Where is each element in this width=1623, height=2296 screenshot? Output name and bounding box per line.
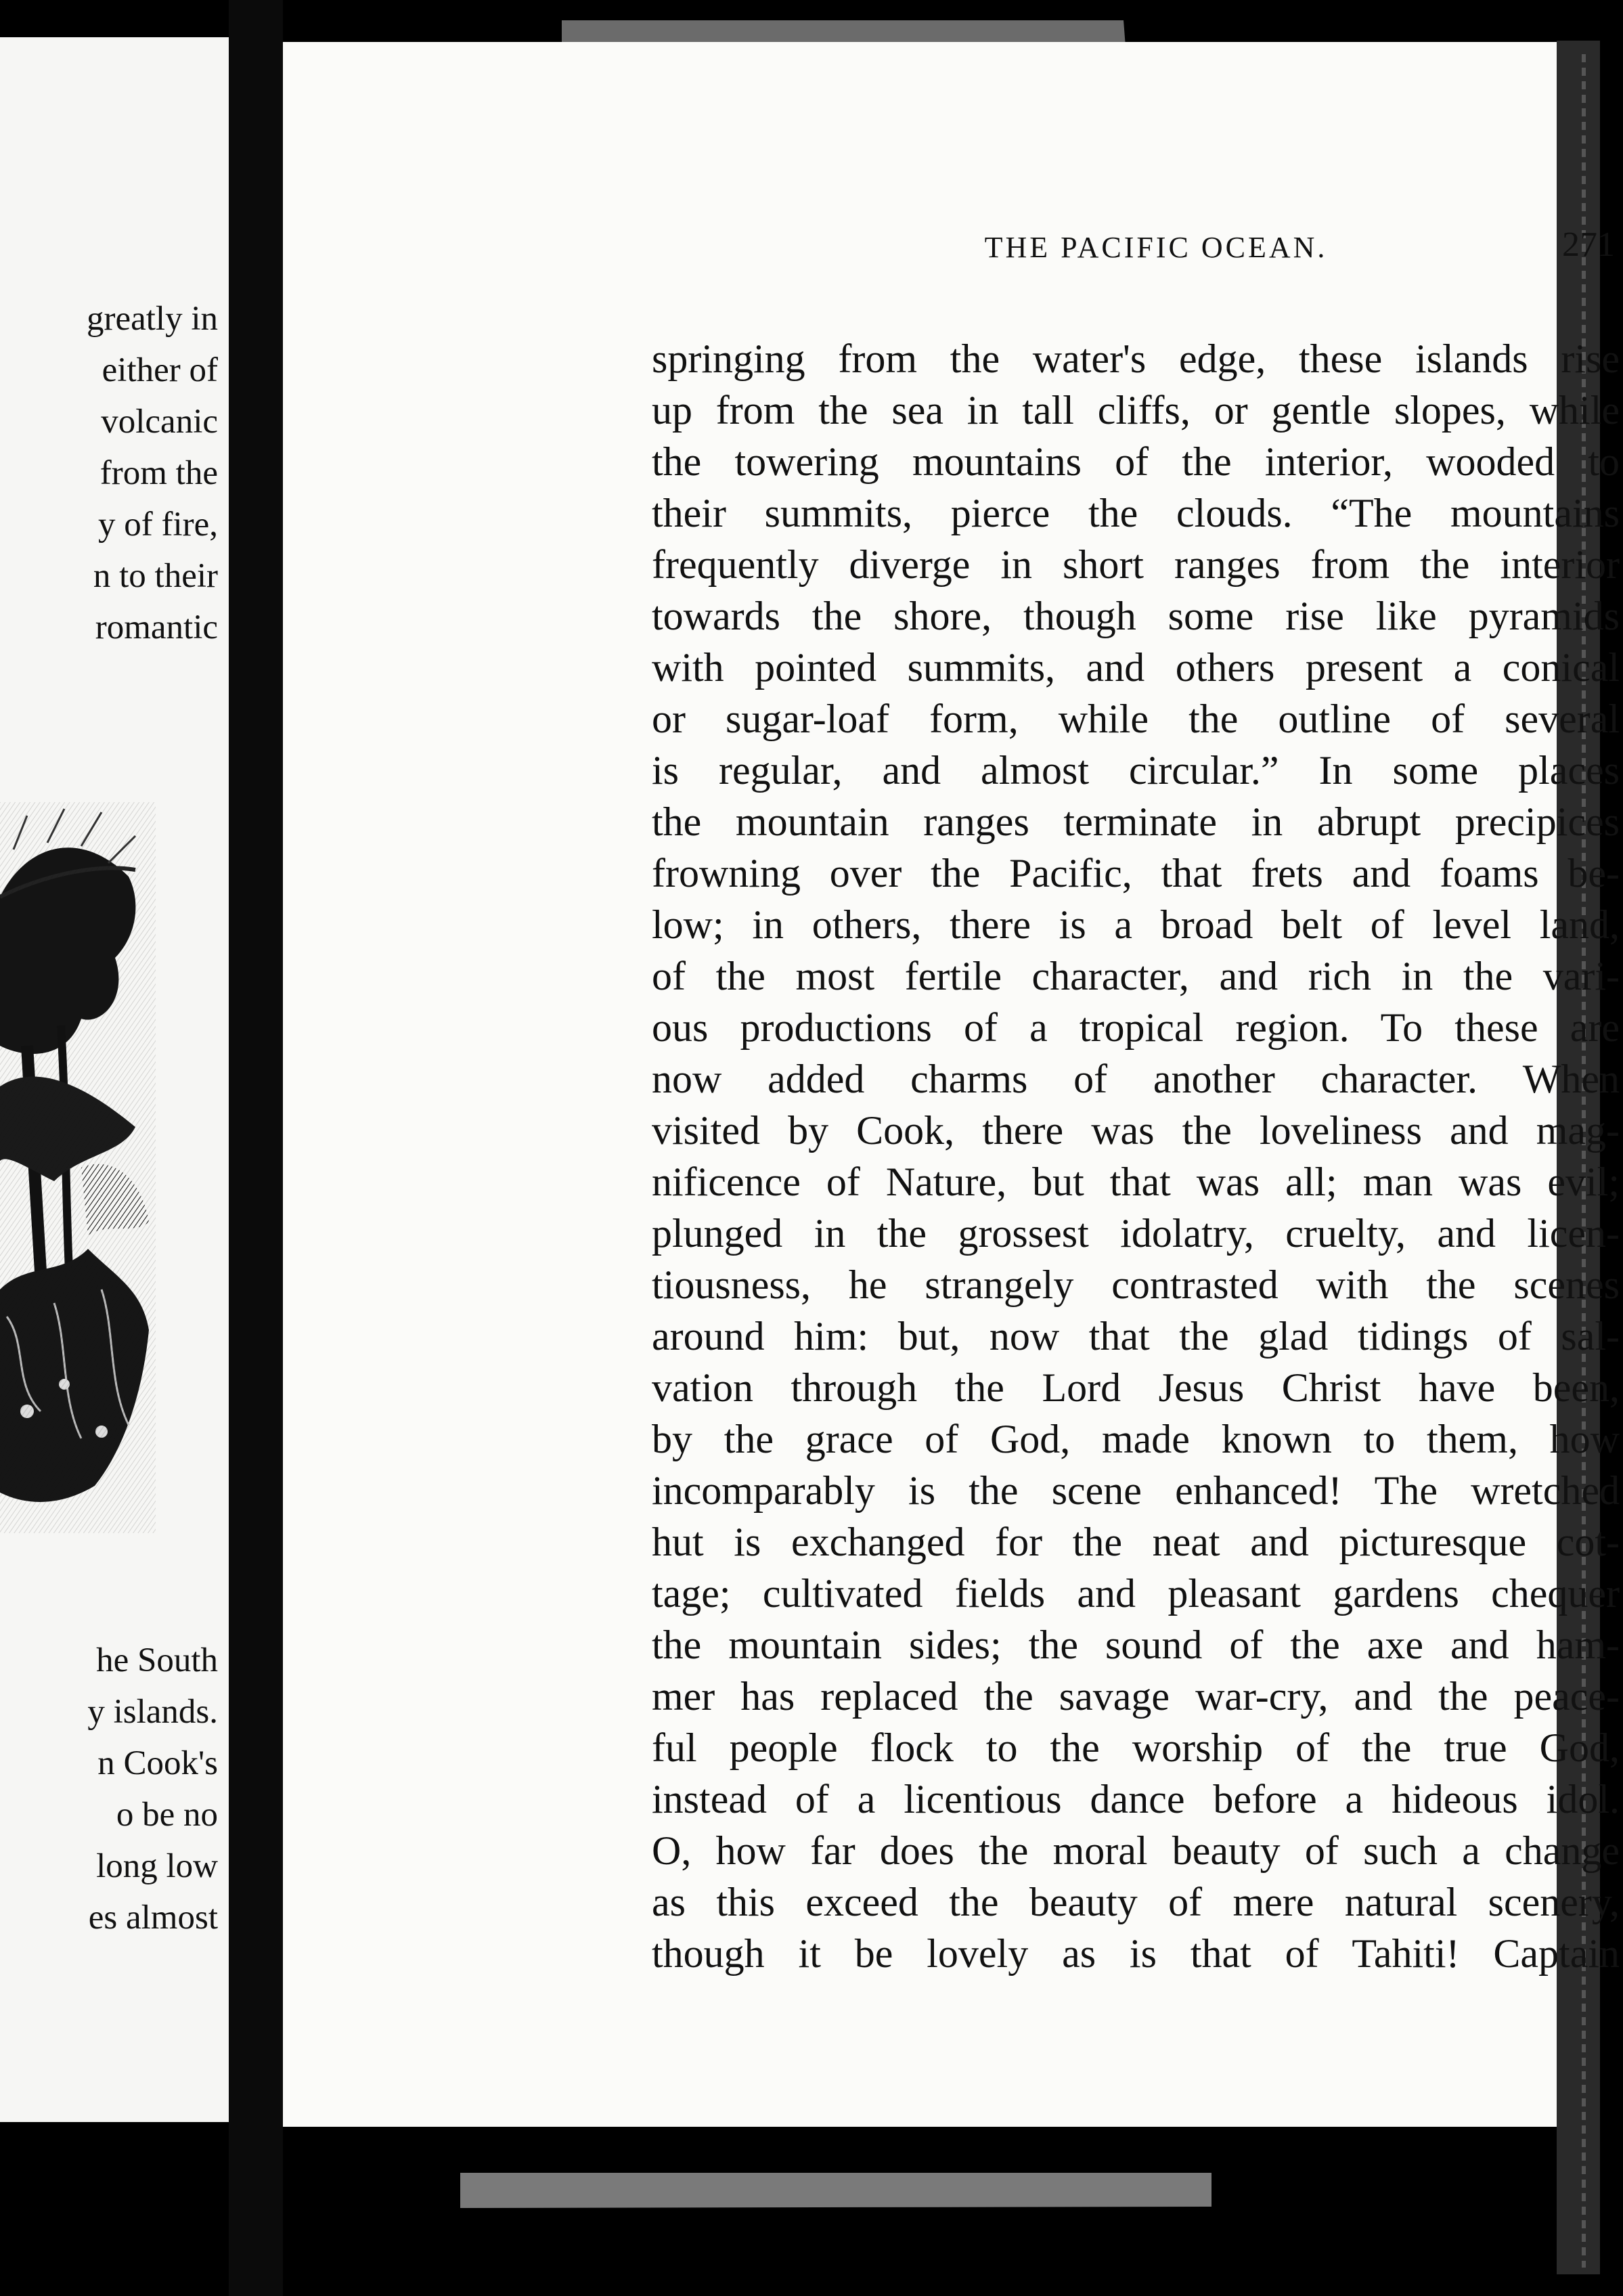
text-line: incomparably is the scene enhanced! The wretched — [652, 1468, 1620, 1513]
text-line: as this exceed the beauty of mere natural scenery, — [652, 1880, 1620, 1924]
left-line: y islands. — [87, 1693, 218, 1731]
text-line: frowning over the Pacific, that frets and foams be- — [652, 851, 1620, 896]
text-line: their summits, pierce the clouds. “The mountains — [652, 491, 1620, 535]
text-line: is regular, and almost circular.” In some places — [652, 748, 1620, 793]
text-line: hut is exchanged for the neat and picturesque cot- — [652, 1520, 1620, 1564]
text-line: though it be lovely as is that of Tahiti! Captain — [652, 1931, 1620, 1976]
text-line: ful people flock to the worship of the true God, — [652, 1725, 1620, 1770]
body-text — [652, 333, 1620, 1979]
text-line: the towering mountains of the interior, wooded to — [652, 439, 1620, 484]
text-line: around him: but, now that the glad tidings of sal- — [652, 1314, 1620, 1359]
left-line: greatly in — [86, 300, 218, 338]
left-line: o be no — [116, 1796, 218, 1834]
text-line: or sugar-loaf form, while the outline of several — [652, 697, 1620, 741]
text-line: O, how far does the moral beauty of such a change — [652, 1828, 1620, 1873]
left-line: es almost — [88, 1899, 218, 1937]
left-line: n Cook's — [97, 1744, 218, 1782]
left-line: he South — [96, 1641, 218, 1679]
text-line: plunged in the grossest idolatry, cruelty, and licen- — [652, 1211, 1620, 1256]
left-line: long low — [96, 1847, 218, 1885]
text-line: towards the shore, though some rise like pyramids — [652, 594, 1620, 638]
left-line: from the — [99, 454, 218, 492]
text-line: nificence of Nature, but that was all; man was evil; — [652, 1160, 1620, 1204]
text-line: the mountain ranges terminate in abrupt precipices — [652, 799, 1620, 844]
left-line: volcanic — [101, 403, 218, 441]
text-line: visited by Cook, there was the loveliness and mag- — [652, 1108, 1620, 1153]
left-page-text-bottom — [1, 1635, 218, 1943]
tropical-engraving-illustration — [0, 802, 156, 1533]
running-head: THE PACIFIC OCEAN. — [984, 231, 1328, 264]
text-line: now added charms of another character. When — [652, 1057, 1620, 1101]
text-line: with pointed summits, and others present a conical — [652, 645, 1620, 690]
page-number: 271 — [1562, 225, 1615, 264]
left-line: either of — [102, 351, 218, 389]
left-page-text-top — [1, 293, 218, 653]
left-line: romantic — [95, 609, 218, 646]
text-line: up from the sea in tall cliffs, or gentle slopes, while — [652, 388, 1620, 433]
text-line: frequently diverge in short ranges from the interior — [652, 542, 1620, 587]
left-line: n to their — [93, 557, 218, 595]
text-line: tiousness, he strangely contrasted with the scenes — [652, 1262, 1620, 1307]
left-page — [0, 37, 229, 2122]
text-line: mer has replaced the savage war-cry, and the peace- — [652, 1674, 1620, 1719]
text-line: tage; cultivated fields and pleasant gardens chequer — [652, 1571, 1620, 1616]
text-line: instead of a licentious dance before a hideous idol. — [652, 1777, 1620, 1822]
right-page — [283, 42, 1620, 2127]
text-line: vation through the Lord Jesus Christ have been, — [652, 1365, 1620, 1410]
text-line: the mountain sides; the sound of the axe and ham- — [652, 1622, 1620, 1667]
text-line: ous productions of a tropical region. To these are — [652, 1005, 1620, 1050]
text-line: springing from the water's edge, these islands rise — [652, 336, 1620, 381]
book-gutter — [229, 0, 283, 2296]
text-line: by the grace of God, made known to them, how — [652, 1417, 1620, 1461]
left-line: y of fire, — [97, 506, 218, 544]
text-line: low; in others, there is a broad belt of level land, — [652, 902, 1620, 947]
text-line: of the most fertile character, and rich in the vari- — [652, 954, 1620, 998]
